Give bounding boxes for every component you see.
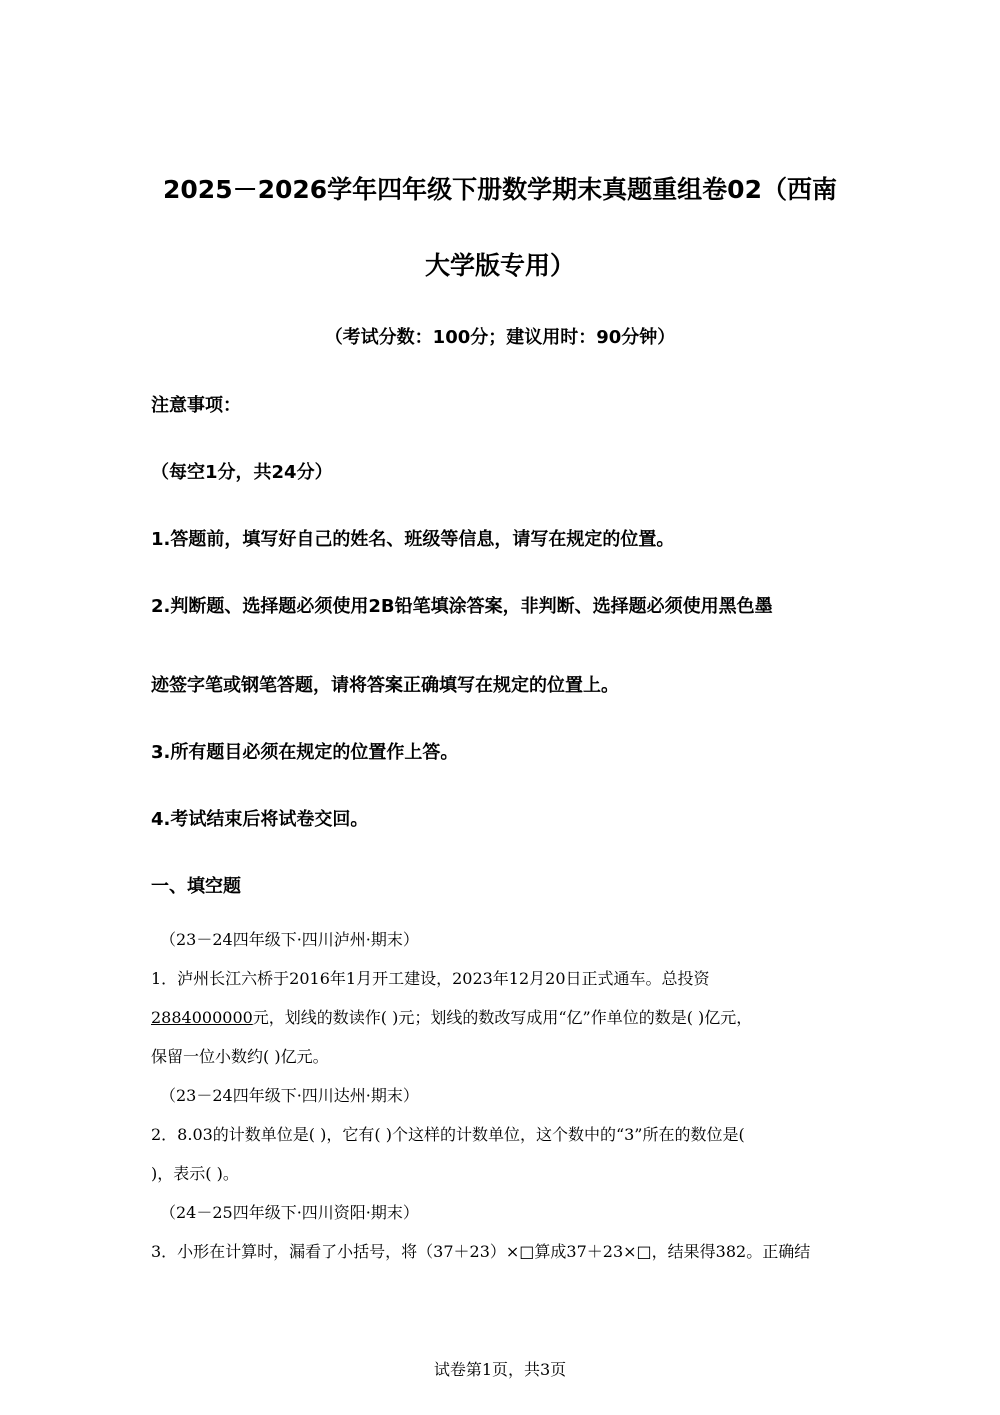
note-item-2-line2: 迹签字笔或钢笔答题，请将答案正确填写在规定的位置上。 <box>151 675 619 696</box>
section-heading: 一、填空题 <box>151 876 241 897</box>
notes-heading: 注意事项： <box>151 395 241 416</box>
question-3-line1: 3．小形在计算时，漏看了小括号，将（37＋23）×□算成37＋23×□，结果得382。正确结 <box>151 1242 811 1261</box>
question-2-source: （23－24四年级下·四川达州·期末） <box>160 1086 419 1105</box>
question-3-source: （24－25四年级下·四川资阳·期末） <box>160 1203 419 1222</box>
question-1-line2 <box>151 1005 752 1028</box>
note-item-1: 1.答题前，填写好自己的姓名、班级等信息，请写在规定的位置。 <box>151 529 675 550</box>
question-2-line2: )，表示( )。 <box>151 1164 239 1183</box>
page-footer: 试卷第1页，共3页 <box>433 1360 567 1379</box>
question-1-line2-rest: 元，划线的数读作( )元；划线的数改写成用“亿”作单位的数是( )亿元， <box>252 1008 753 1027</box>
exam-info: （考试分数：100分；建议用时：90分钟） <box>324 327 676 348</box>
note-item-2-line1: 2.判断题、选择题必须使用2B铅笔填涂答案，非判断、选择题必须使用黑色墨 <box>151 596 773 617</box>
note-item-3: 3.所有题目必须在规定的位置作上答。 <box>151 742 459 763</box>
underlined-number: 2884000000 <box>151 1008 253 1027</box>
page-title-line1: 2025－2026学年四年级下册数学期末真题重组卷02（西南 <box>163 175 837 204</box>
question-1-line1: 1．泸州长江六桥于2016年1月开工建设，2023年12月20日正式通车。总投资 <box>151 969 710 988</box>
question-1-line3: 保留一位小数约( )亿元。 <box>151 1047 329 1066</box>
question-1-source: （23－24四年级下·四川泸州·期末） <box>160 930 419 949</box>
score-note: （每空1分，共24分） <box>151 462 333 483</box>
note-item-4: 4.考试结束后将试卷交回。 <box>151 809 369 830</box>
question-2-line1: 2．8.03的计数单位是( )，它有( )个这样的计数单位，这个数中的“3”所在的数位是( <box>151 1125 745 1144</box>
page-title-line2: 大学版专用） <box>424 251 575 280</box>
